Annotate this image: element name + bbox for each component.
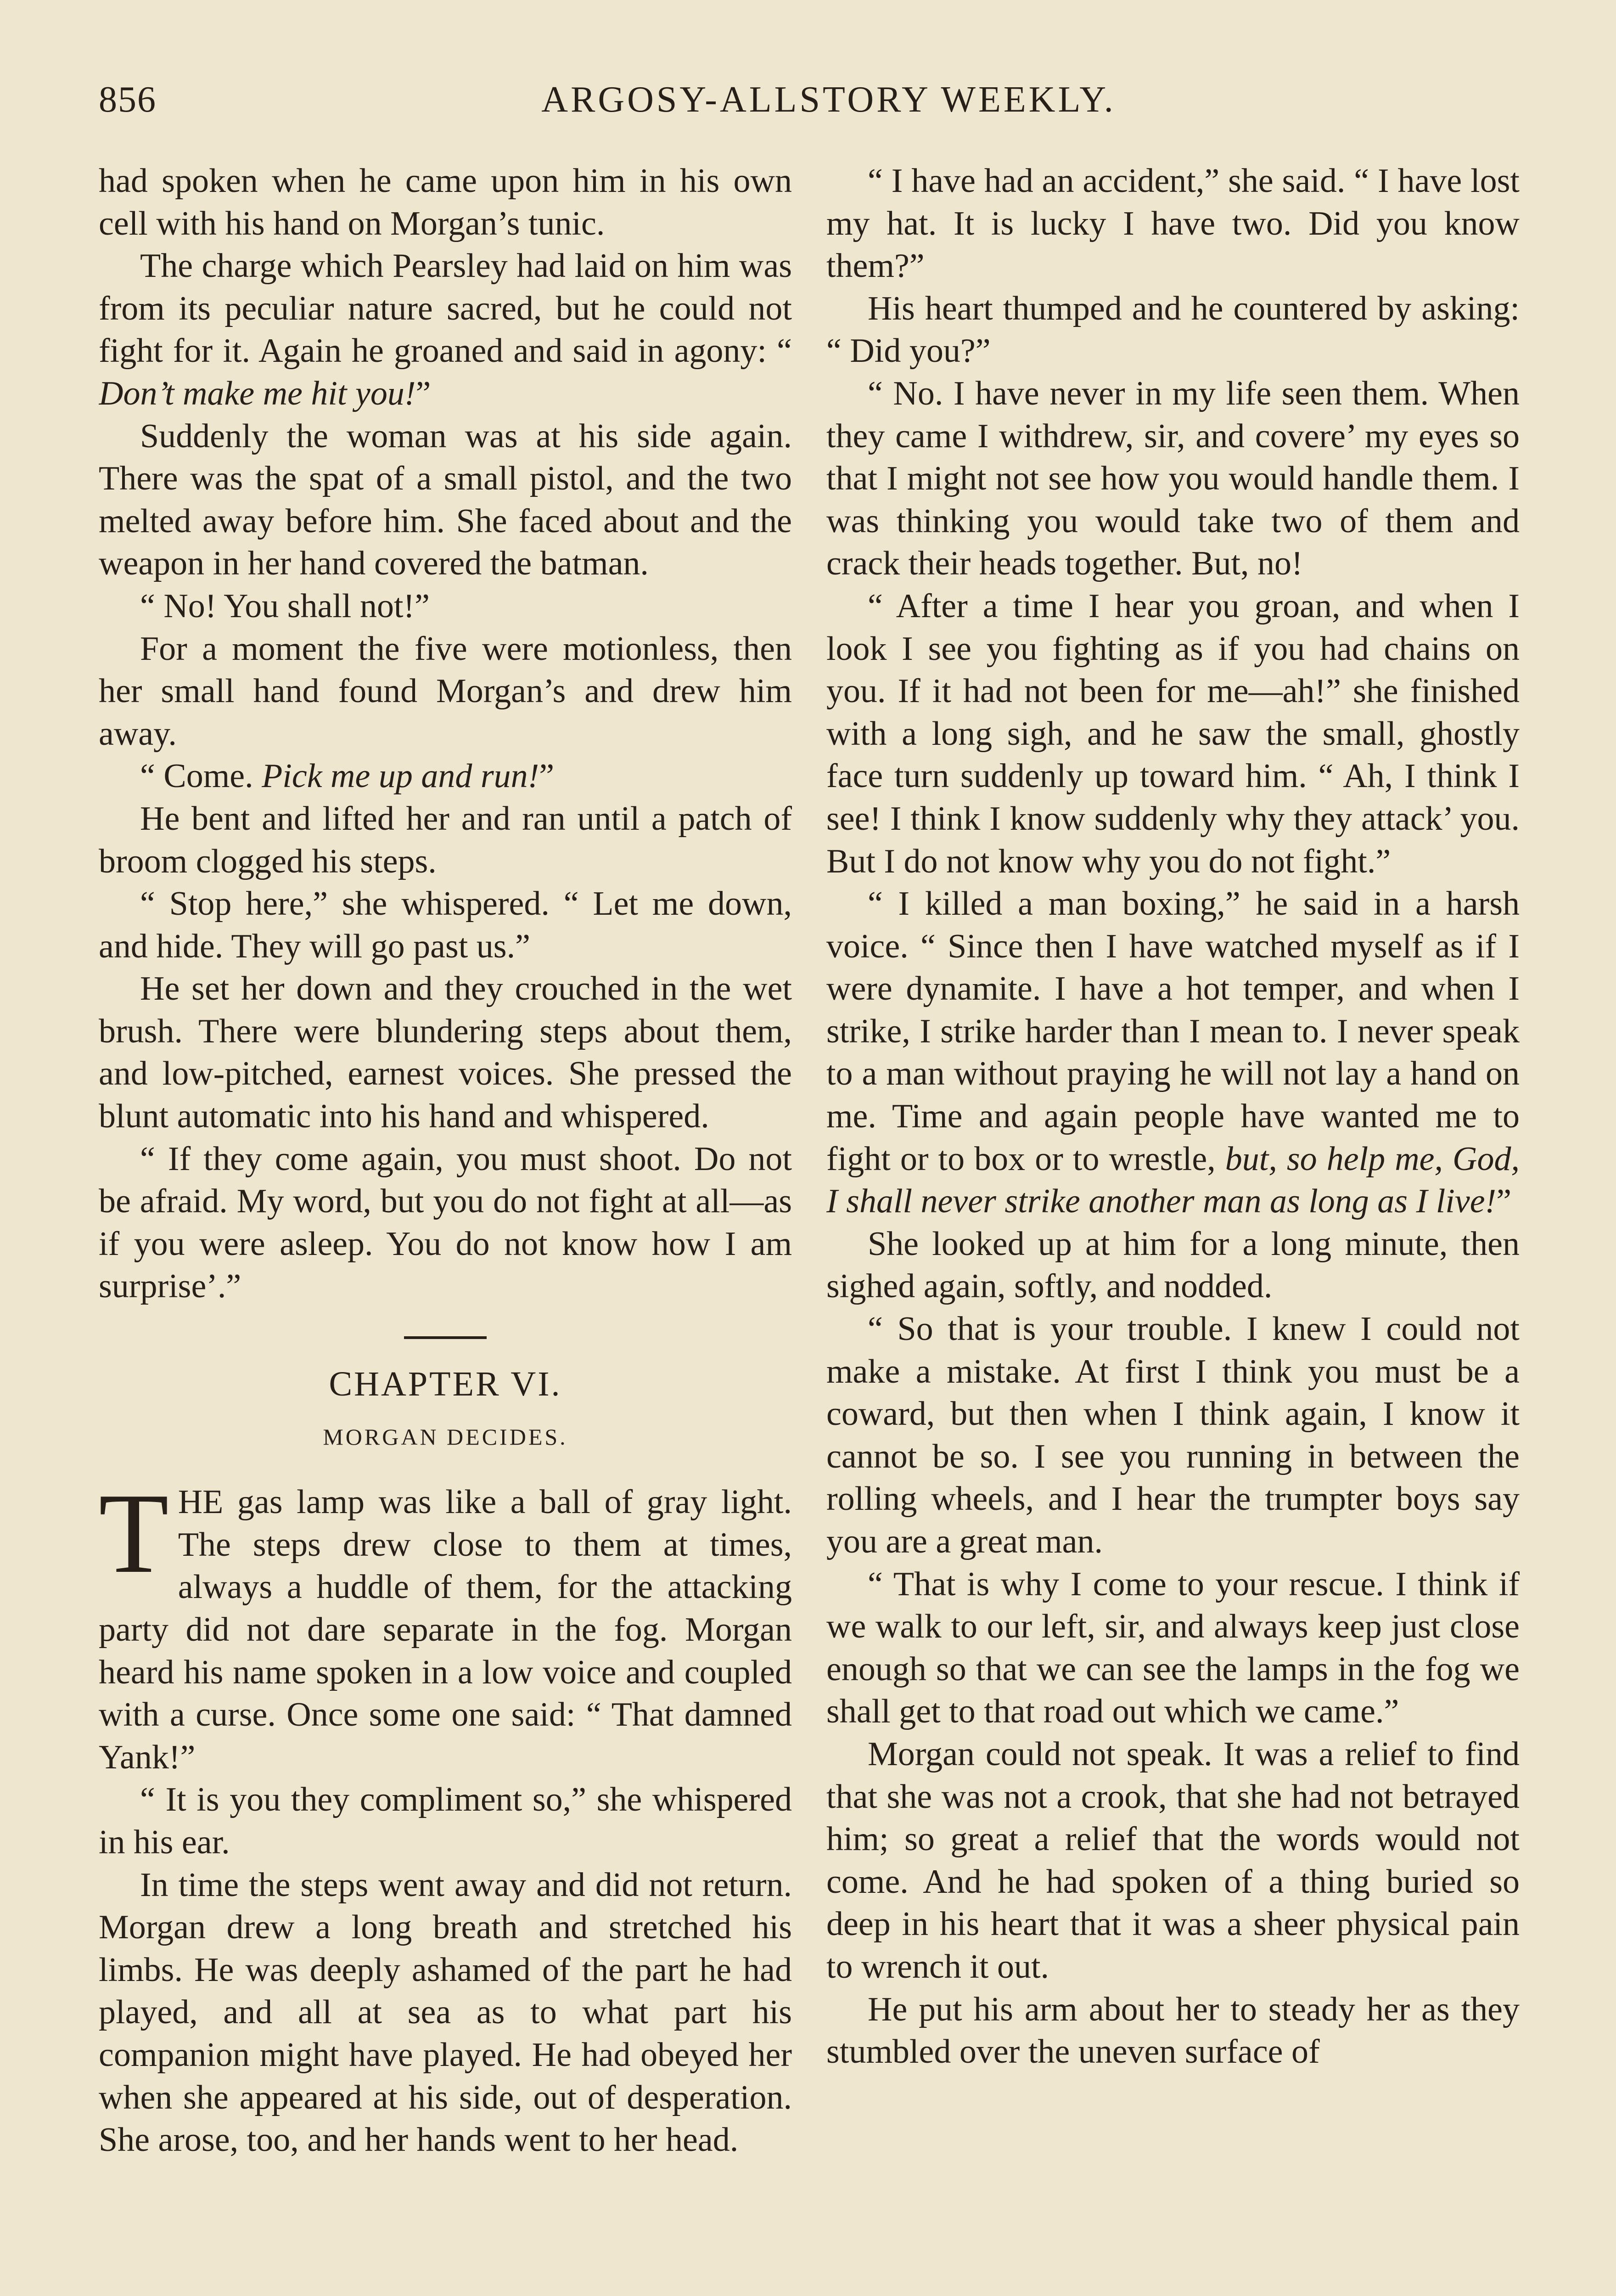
- paragraph: [826, 287, 1520, 372]
- text-run: “ I killed a man boxing,” he said in a harsh voice. “ Since then I have watched myself as if I were dynamite. I have a hot temper, and when I strike, I strike harder than I mean to. I never speak to a man without praying he will not lay a hand on me. Time and again people have wanted me to fight or to box or to wrestle,: [826, 885, 1520, 1178]
- chapter-opening-paragraph: [99, 1470, 792, 1778]
- paragraph: [826, 372, 1520, 585]
- text-run: His heart thumped and he countered by asking: “ Did you?”: [826, 289, 1520, 370]
- text-run: Suddenly the woman was at his side again. There was the spat of a small pistol, and the two melted away before him. She faced about and the weapon in her hand covered the batman.: [99, 417, 792, 583]
- chapter-title: CHAPTER VI.: [329, 1365, 562, 1404]
- text-run: The charge which Pearsley had laid on him was from its peculiar nature sacred, but he could not fight for it. Again he groaned and said in agony: “: [99, 247, 792, 370]
- paragraph: [99, 755, 792, 798]
- paragraph: [99, 628, 792, 755]
- paragraph: [99, 883, 792, 968]
- text-run: “ Stop here,” she whispered. “ Let me down, and hide. They will go past us.”: [99, 885, 792, 965]
- text-run: He bent and lifted her and ran until a patch of broom clogged his steps.: [99, 799, 792, 880]
- text-run: In time the steps went away and did not return. Morgan drew a long breath and stretched his limbs. He was deeply ashamed of the part he had played, and all at sea as to what part his companion might have played. He had obeyed her when she appeared at his side, out of desperation. She arose, too, and her hands went to her head.: [99, 1866, 792, 2159]
- page-number: 856: [99, 79, 157, 120]
- chapter-opening-text: HE gas lamp was like a ball of gray light. The steps drew close to them at times, always a huddle of them, for the attacking party did not dare separate in the fog. Morgan heard his name spoken in a low voice and coupled with a curse. Once some one said: “ That damned Yank!”: [99, 1483, 792, 1776]
- paragraph: [826, 1733, 1520, 1988]
- italic-text: Don’t make me hit you!: [99, 374, 416, 412]
- chapter-divider-rule: [404, 1336, 487, 1339]
- running-head: ARGOSY-ALLSTORY WEEKLY.: [541, 79, 1116, 120]
- paragraph: [99, 1864, 792, 2161]
- text-run: He set her down and they crouched in the wet brush. There were blundering steps about them, and low-pitched, earnest voices. She pressed the blunt automatic into his hand and whispered.: [99, 970, 792, 1136]
- text-run: “ Come.: [140, 757, 262, 795]
- paragraph: [826, 1988, 1520, 2073]
- left-paragraphs-before: [99, 160, 792, 1308]
- text-run: ”: [1496, 1182, 1512, 1221]
- text-run: “ I have had an accident,” she said. “ I have lost my hat. It is lucky I have two. Did you know them?”: [826, 162, 1520, 285]
- paragraph: [826, 1563, 1520, 1733]
- paragraph: [99, 160, 792, 245]
- paragraph: [826, 1223, 1520, 1308]
- italic-text: Pick me up and run!: [262, 757, 539, 795]
- paragraph: [826, 1308, 1520, 1563]
- paragraph: [826, 160, 1520, 287]
- right-paragraphs: [826, 160, 1520, 2073]
- paragraph: [99, 415, 792, 585]
- italic-text: but, so help me, God, I shall never strike another man as long as I live!: [826, 1140, 1520, 1221]
- text-run: ”: [415, 374, 431, 412]
- paragraph: [99, 968, 792, 1137]
- text-run: Morgan could not speak. It was a relief to find that she was not a crook, that she had not betrayed him; so great a relief that the words would not come. And he had spoken of a thing buried so deep in his heart that it was a sheer physical pain to wrench it out.: [826, 1735, 1520, 1986]
- paragraph: [99, 1778, 792, 1863]
- text-run: “ No. I have never in my life seen them. When they came I withdrew, sir, and covere’ my eyes so that I might not see how you would handle them. I was thinking you would take two of them and crack their heads together. But, no!: [826, 374, 1520, 583]
- paragraph: [826, 883, 1520, 1223]
- paragraph: [99, 1138, 792, 1308]
- text-run: “ It is you they compliment so,” she whispered in his ear.: [99, 1781, 792, 1861]
- left-column: [99, 160, 792, 2296]
- text-run: She looked up at him for a long minute, then sighed again, softly, and nodded.: [826, 1225, 1520, 1306]
- text-run: “ After a time I hear you groan, and when I look I see you fighting as if you had chains on you. If it had not been for me—ah!” she finished with a long sigh, and he saw the small, ghostly face turn suddenly up toward him. “ Ah, I think I see! I think I know suddenly why they attack’ you. But I do not know why you do not fight.”: [826, 587, 1520, 880]
- text-run: He put his arm about her to steady her as they stumbled over the uneven surface of: [826, 1990, 1520, 2071]
- left-paragraphs-after: [99, 1778, 792, 2161]
- page-header: [99, 79, 1559, 134]
- text-run: “ So that is your trouble. I knew I could not make a mistake. At first I think you must be a coward, but then when I think again, I know it cannot be so. I see you running in between the rolling wheels, and I hear the trumpter boys say you are a great man.: [826, 1310, 1520, 1560]
- right-column: [826, 160, 1520, 2296]
- paragraph: [99, 798, 792, 883]
- text-run: had spoken when he came upon him in his own cell with his hand on Morgan’s tunic.: [99, 162, 792, 242]
- text-run: “ That is why I come to your rescue. I think if we walk to our left, sir, and always keep just close enough so that we can see the lamps in the fog we shall get to that road out which we came.”: [826, 1565, 1520, 1731]
- paragraph: [99, 585, 792, 628]
- paragraph: [99, 245, 792, 415]
- text-run: For a moment the five were motionless, then her small hand found Morgan’s and drew him away.: [99, 630, 792, 753]
- text-run: “ No! You shall not!”: [140, 587, 430, 625]
- text-run: ”: [539, 757, 555, 795]
- chapter-subtitle: MORGAN DECIDES.: [323, 1424, 568, 1450]
- drop-cap: T: [99, 1470, 169, 1598]
- paragraph: [826, 585, 1520, 883]
- text-run: “ If they come again, you must shoot. Do not be afraid. My word, but you do not fight at all—as if you were asleep. You do not know how I am surprise’.”: [99, 1140, 792, 1306]
